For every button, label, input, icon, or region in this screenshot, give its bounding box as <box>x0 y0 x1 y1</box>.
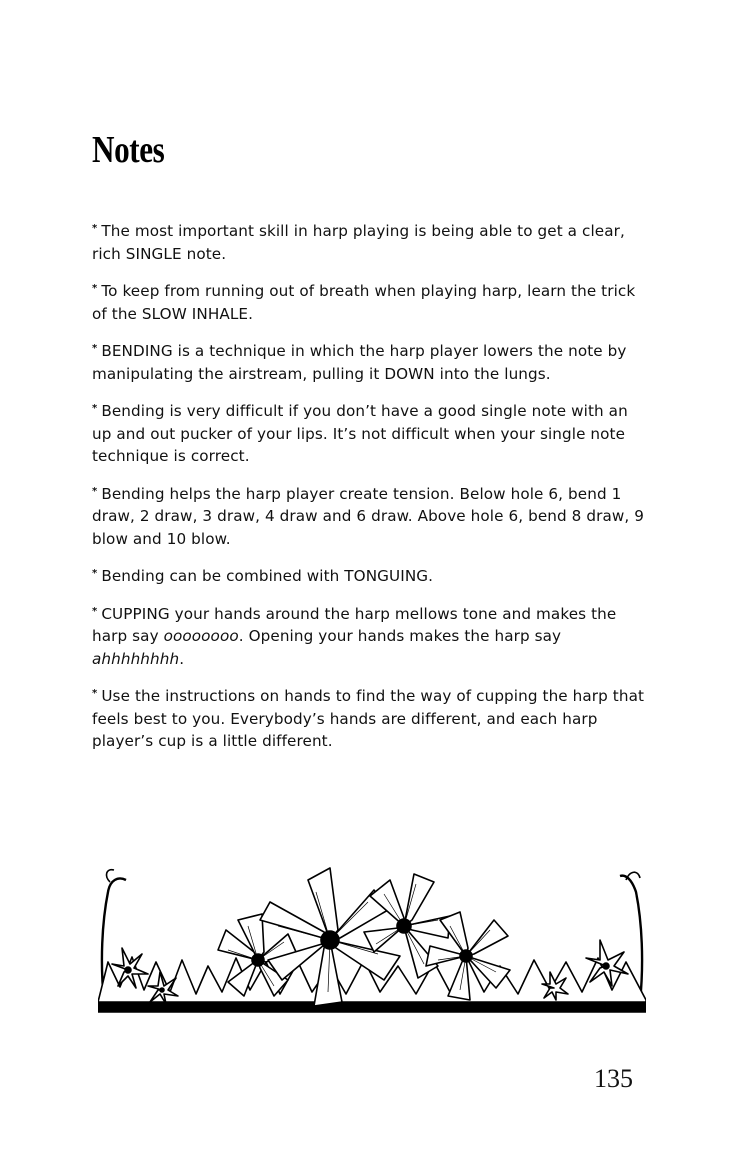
note-item <box>92 338 652 385</box>
note-text: The most important skill in harp playing is being able to get a clear, rich SINGLE note. <box>92 222 625 263</box>
note-item <box>92 218 652 265</box>
bullet-icon: * <box>92 485 98 497</box>
note-text: CUPPING your hands around the harp mellows tone and makes the harp say <box>92 604 617 645</box>
note-text-italic: ahhhhhhhh <box>92 649 180 668</box>
note-text: To keep from running out of breath when playing harp, learn the trick of the SLOW INHALE. <box>92 282 636 323</box>
bullet-icon: * <box>92 223 98 234</box>
flower-border-illustration-icon <box>98 862 646 1020</box>
note-item <box>92 278 652 325</box>
note-item <box>92 563 652 588</box>
bullet-icon: * <box>92 568 98 579</box>
note-item <box>92 481 652 551</box>
note-text: Use the instructions on hands to find the way of cupping the harp that feels best to you. Everybody’s hands are different, and each harp player’s cup is a little different. <box>92 687 645 750</box>
note-item <box>92 601 652 671</box>
note-text: . <box>179 649 185 668</box>
note-item <box>92 398 652 468</box>
note-text: Bending can be combined with TONGUING. <box>101 567 434 585</box>
note-text: Bending is very difficult if you don’t have a good single note with an up and out pucker of your lips. It’s not difficult when your single note technique is correct. <box>92 402 628 465</box>
bullet-icon: * <box>92 605 98 617</box>
note-text-italic: oooooooo <box>163 627 239 645</box>
bullet-icon: * <box>92 283 98 294</box>
bullet-icon: * <box>92 343 98 354</box>
note-text: . Opening your hands makes the harp say <box>238 627 562 645</box>
note-item <box>92 683 652 753</box>
page-number: 135 <box>594 1064 633 1093</box>
note-text: BENDING is a technique in which the harp player lowers the note by manipulating the airstream, pulling it DOWN into the lungs. <box>92 342 627 383</box>
notes-list <box>92 218 652 766</box>
page-title: Notes <box>92 129 165 171</box>
bullet-icon: * <box>92 403 98 414</box>
bullet-icon: * <box>92 688 98 699</box>
note-text: Bending helps the harp player create tension. Below hole 6, bend 1 draw, 2 draw, 3 draw, 4 draw and 6 draw. Above hole 6, bend 8 draw, 9 blow and 10 blow. <box>92 484 644 548</box>
